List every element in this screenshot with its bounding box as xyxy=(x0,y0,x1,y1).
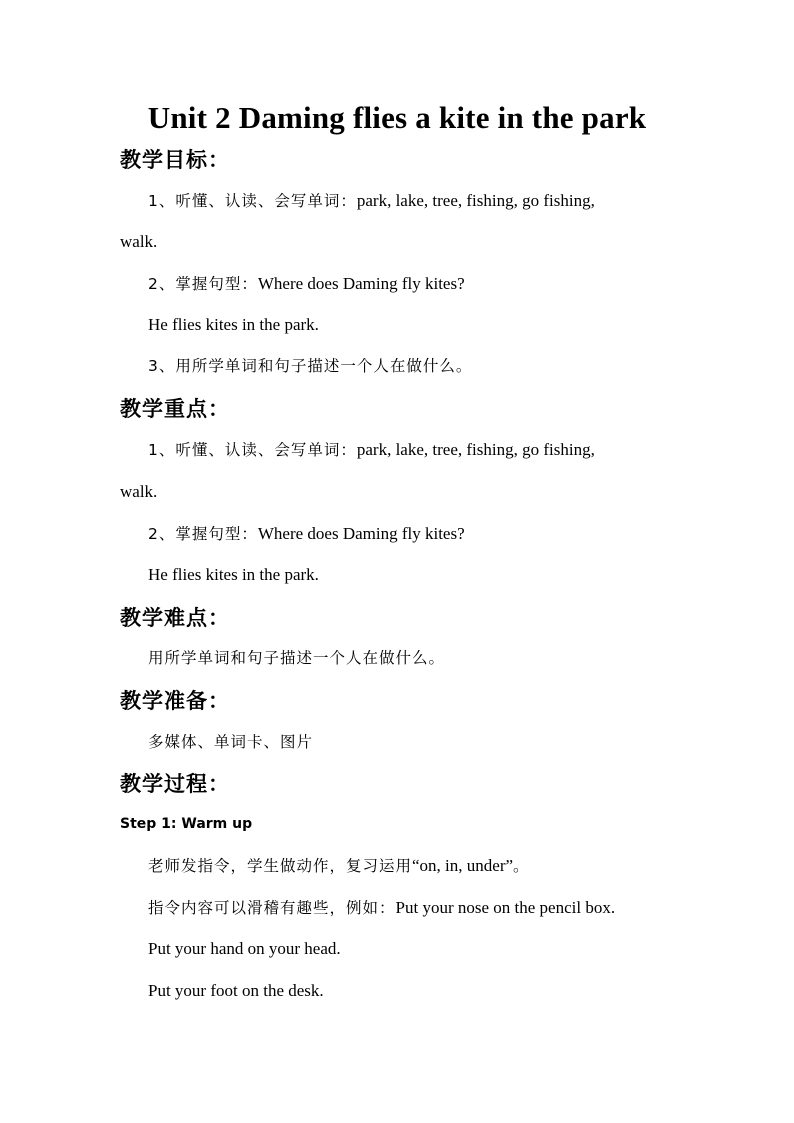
objectives-line-2-answer: He flies kites in the park. xyxy=(148,315,319,334)
preparation-heading: 教学准备： xyxy=(120,689,230,713)
process-line-1 xyxy=(148,854,530,878)
process-line-1-end: 。 xyxy=(513,857,530,875)
difficulties-line-1 xyxy=(148,646,445,670)
key-points-line-2 xyxy=(148,522,465,546)
process-line-1-en: “on, in, under” xyxy=(412,856,514,875)
objectives-line-2-text: Where does Daming fly kites? xyxy=(257,274,465,293)
objectives-line-1-label: 1、听懂、认读、会写单词： xyxy=(148,192,357,210)
objectives-heading: 教学目标： xyxy=(120,148,230,172)
process-heading: 教学过程： xyxy=(120,772,230,796)
key-points-line-2-answer: He flies kites in the park. xyxy=(148,565,319,584)
objectives-line-3 xyxy=(148,354,472,378)
key-points-line-1 xyxy=(148,438,595,462)
objectives-line-2-label: 2、掌握句型： xyxy=(148,275,258,293)
process-line-1-cn: 老师发指令，学生做动作，复习运用 xyxy=(148,857,413,875)
difficulties-line-1-text: 用所学单词和句子描述一个人在做什么。 xyxy=(148,649,446,667)
objectives-line-1-cont: walk. xyxy=(120,232,158,251)
process-step-1: Step 1: Warm up xyxy=(120,816,253,832)
process-line-4: Put your foot on the desk. xyxy=(148,981,324,1000)
objectives-line-1-words: park, lake, tree, fishing, go fishing, xyxy=(356,191,595,210)
key-points-line-1-words: park, lake, tree, fishing, go fishing, xyxy=(356,440,595,459)
key-points-line-1-label: 1、听懂、认读、会写单词： xyxy=(148,441,357,459)
process-line-2 xyxy=(148,896,615,920)
objectives-line-1 xyxy=(148,189,595,213)
key-points-heading: 教学重点： xyxy=(120,397,230,421)
key-points-line-2-label: 2、掌握句型： xyxy=(148,525,258,543)
objectives-line-3-text: 3、用所学单词和句子描述一个人在做什么。 xyxy=(148,357,473,375)
key-points-line-1-cont: walk. xyxy=(120,482,158,501)
preparation-line-1 xyxy=(148,730,313,754)
difficulties-heading: 教学难点： xyxy=(120,606,230,630)
document-title: Unit 2 Daming flies a kite in the park xyxy=(147,100,647,135)
process-line-2-en: Put your nose on the pencil box. xyxy=(395,898,616,917)
key-points-line-2-text: Where does Daming fly kites? xyxy=(257,524,465,543)
process-line-3: Put your hand on your head. xyxy=(148,939,341,958)
objectives-line-2 xyxy=(148,272,465,296)
preparation-line-1-text: 多媒体、单词卡、图片 xyxy=(148,733,314,751)
process-line-2-cn: 指令内容可以滑稽有趣些，例如： xyxy=(148,899,396,917)
